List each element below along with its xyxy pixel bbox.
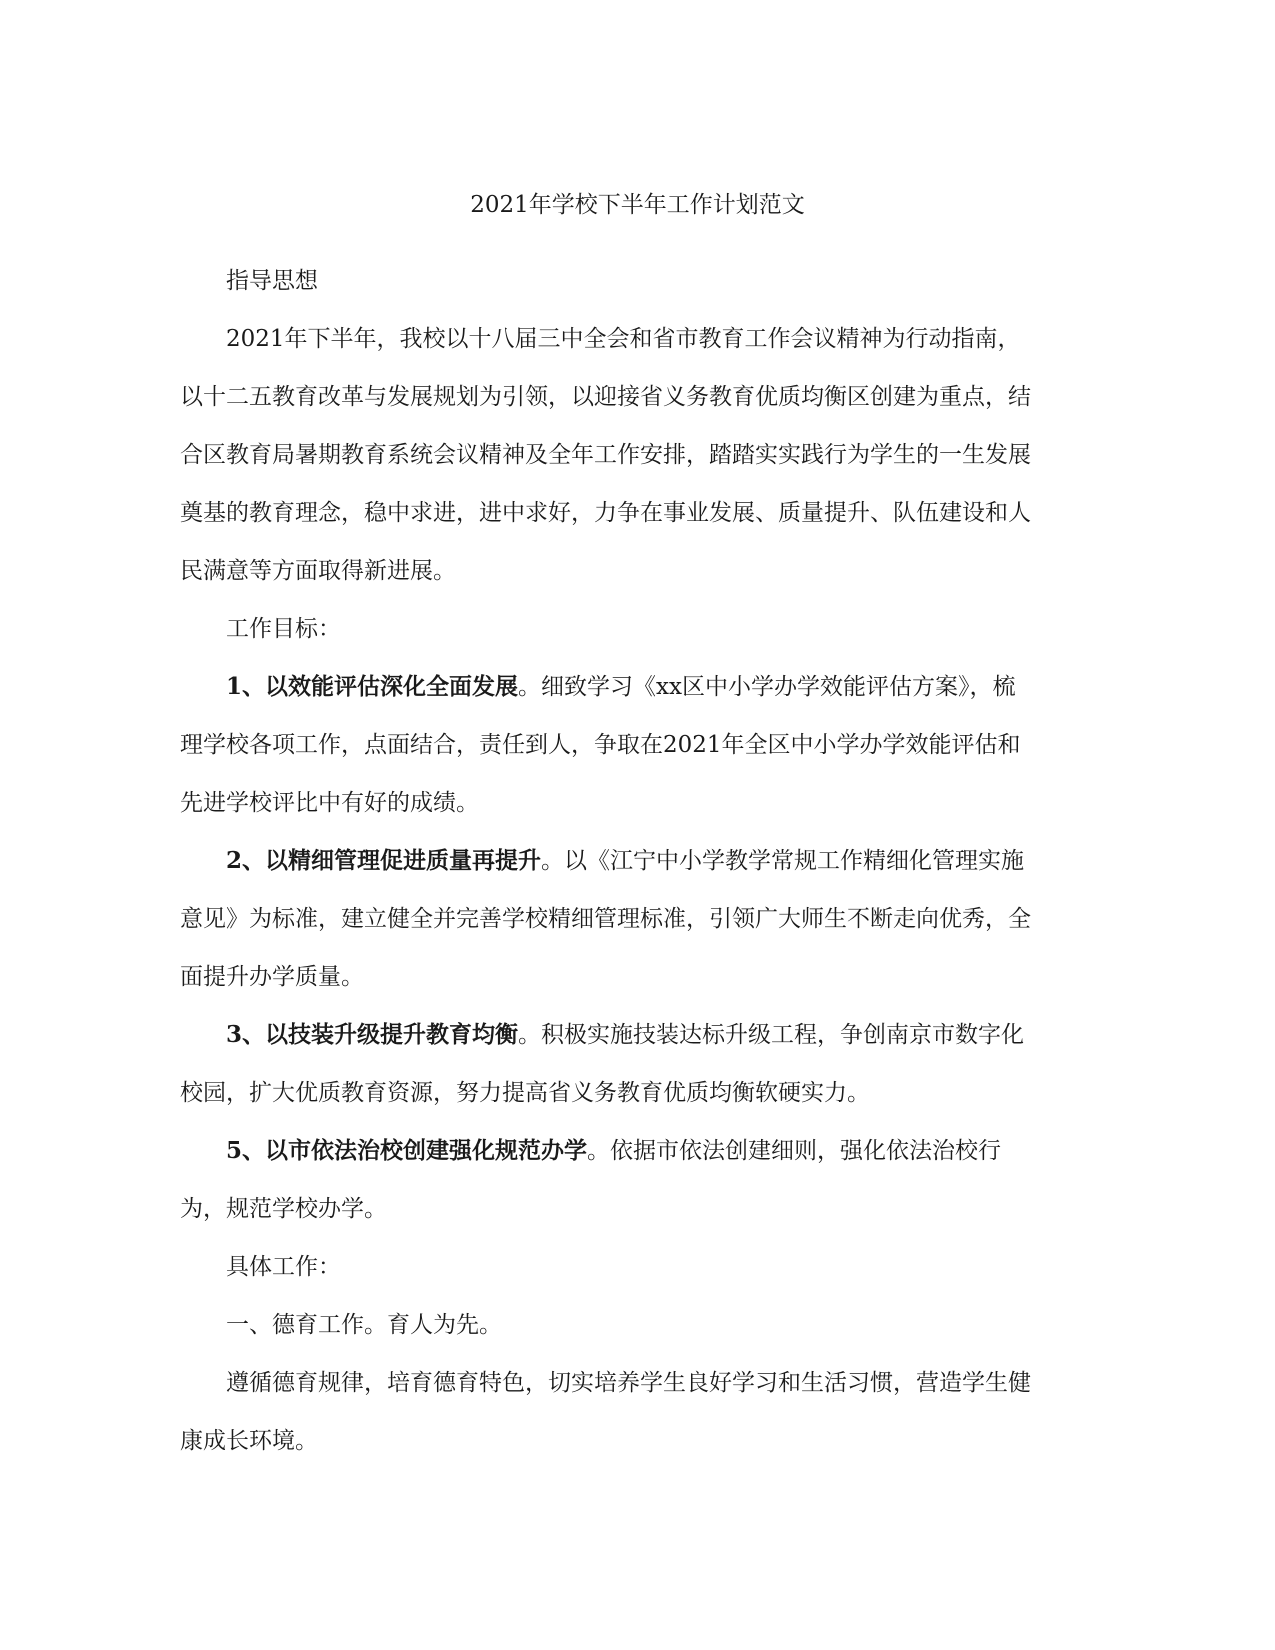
goal-lead: 1、以效能评估深化全面发展 bbox=[226, 673, 519, 700]
goal-item bbox=[180, 658, 1034, 832]
goal-text: 。依据市依法创建细则，强化依法治校行为，规范学校办学。 bbox=[180, 1138, 1002, 1222]
goal-item bbox=[180, 832, 1034, 1006]
goal-text: 。以《江宁中小学教学常规工作精细化管理实施意见》为标准，建立健全并完善学校精细管理标准，引领广大师生不断走向优秀，全面提升办学质量。 bbox=[180, 848, 1031, 990]
document-title: 2021年学校下半年工作计划范文 bbox=[470, 192, 805, 218]
heading-guiding: 指导思想 bbox=[226, 268, 318, 294]
goal-lead: 5、以市依法治校创建强化规范办学 bbox=[226, 1137, 588, 1164]
goal-text: 。细致学习《xx区中小学办学效能评估方案》，梳理学校各项工作，点面结合，责任到人，争取在2021年全区中小学办学效能评估和先进学校评比中有好的成绩。 bbox=[180, 674, 1021, 816]
goal-text: 。积极实施技装达标升级工程，争创南京市数字化校园，扩大优质教育资源，努力提高省义务教育优质均衡软硬实力。 bbox=[180, 1022, 1025, 1106]
goal-lead: 3、以技装升级提升教育均衡 bbox=[226, 1021, 519, 1048]
goal-item bbox=[180, 1122, 1034, 1238]
document-body bbox=[180, 252, 1034, 1470]
heading-specific: 具体工作： bbox=[226, 1254, 341, 1280]
paragraph-moral: 遵循德育规律，培育德育特色，切实培养学生良好学习和生活习惯，营造学生健康成长环境。 bbox=[180, 1370, 1031, 1454]
paragraph-guiding: 2021年下半年，我校以十八届三中全会和省市教育工作会议精神为行动指南，以十二五教育改革与发展规划为引领，以迎接省义务教育优质均衡区创建为重点，结合区教育局暑期教育系统会议精神及全年工作安排，踏踏实实践行为学生的一生发展奠基的教育理念，稳中求进，进中求好，力争在事业发展、质量提升、队伍建设和人民满意等方面取得新进展。 bbox=[180, 326, 1031, 584]
goal-lead: 2、以精细管理促进质量再提升 bbox=[226, 847, 542, 874]
heading-moral: 一、德育工作。育人为先。 bbox=[226, 1312, 502, 1338]
goal-item bbox=[180, 1006, 1034, 1122]
heading-goals: 工作目标： bbox=[226, 616, 341, 642]
